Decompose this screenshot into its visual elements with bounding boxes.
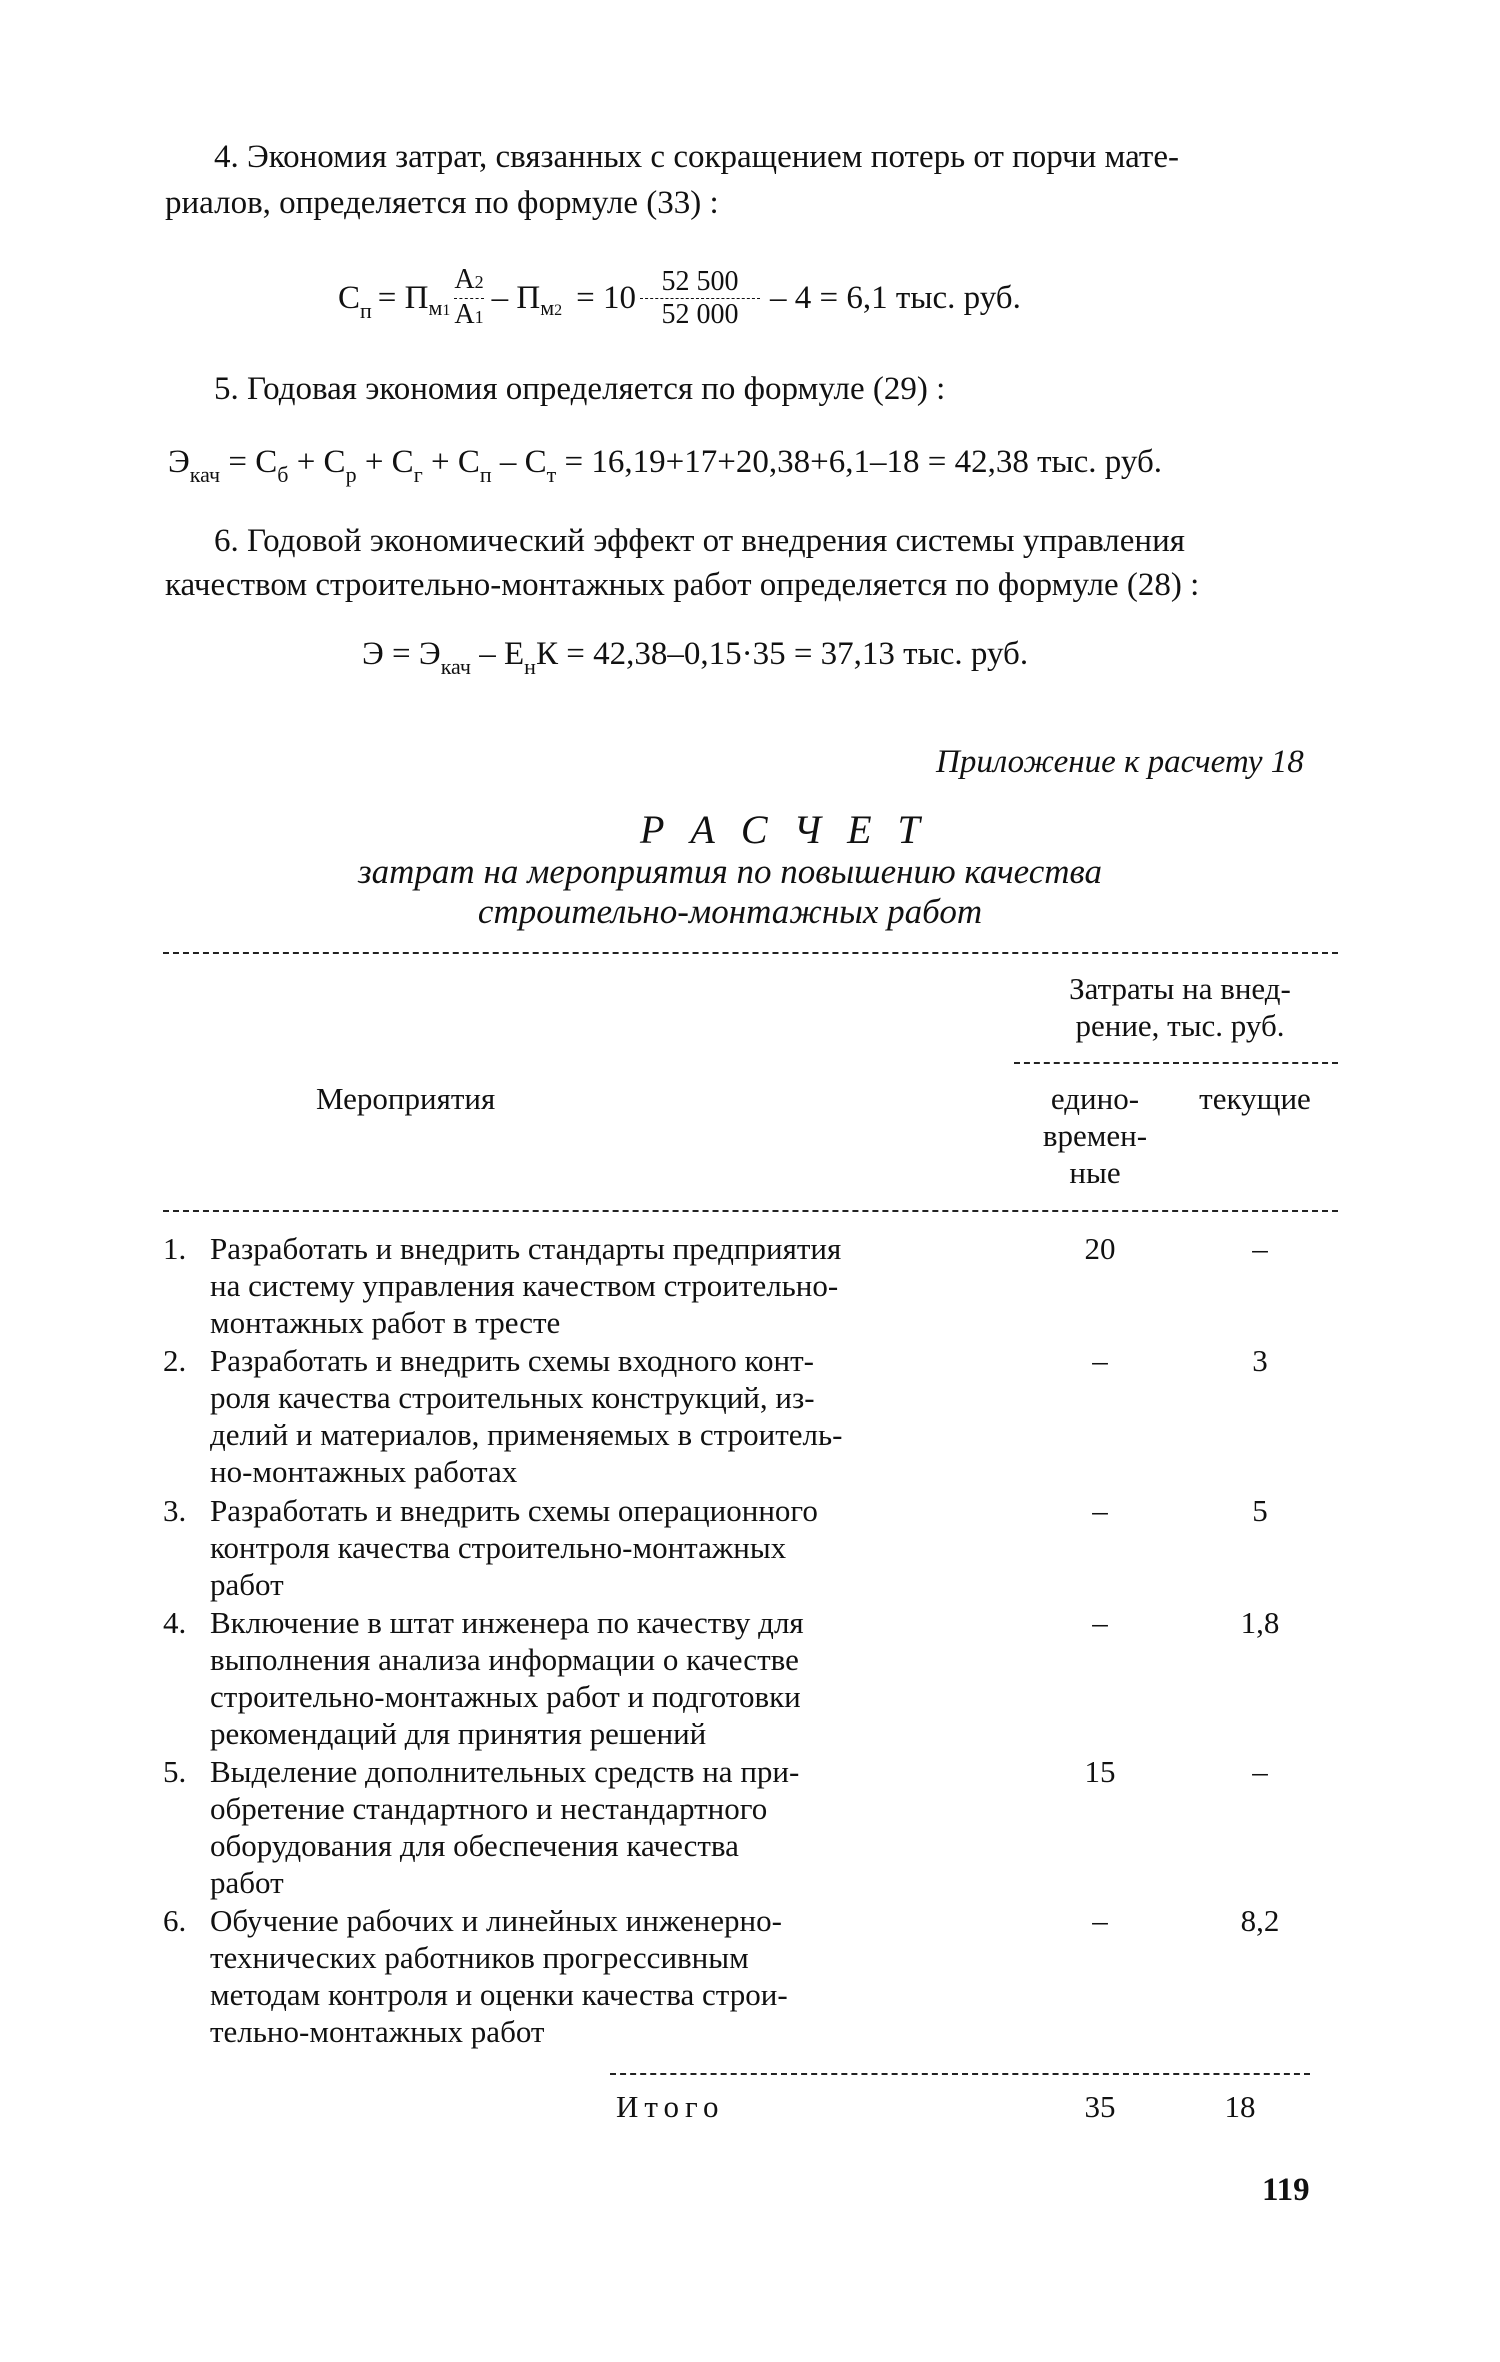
formula-33-minus-pm: – П: [491, 279, 541, 316]
row-6-once: –: [1092, 1903, 1108, 1938]
total-label: Итого: [616, 2089, 725, 2124]
row-4-number: 4.: [163, 1605, 187, 1640]
row-2-text-1: Разработать и внедрить схемы входного конт-: [210, 1343, 815, 1378]
row-4-text-3: строительно-монтажных работ и подготовки: [210, 1679, 801, 1714]
table-top-rule: [163, 952, 1338, 954]
row-3-text-1: Разработать и внедрить схемы операционного: [210, 1493, 818, 1528]
row-6-text-4: тельно-монтажных работ: [210, 2014, 545, 2049]
formula-33: [338, 248, 1021, 348]
row-4-text-4: рекомендаций для принятия решений: [210, 1716, 707, 1751]
subtitle-line1: затрат на мероприятия по повышению качества: [358, 852, 1102, 891]
row-6-text-2: технических работников прогрессивным: [210, 1940, 749, 1975]
column-header-once-line1: едино-: [1050, 1081, 1140, 1116]
page-title: Р А С Ч Е Т: [640, 807, 928, 852]
row-2-text-4: но-монтажных работах: [210, 1454, 518, 1489]
appendix-label: Приложение к расчету 18: [936, 744, 1304, 780]
row-4-current: 1,8: [1240, 1605, 1280, 1640]
row-6-text-1: Обучение рабочих и линейных инженерно-: [210, 1903, 782, 1938]
row-2-text-2: роля качества строительных конструкций, из-: [210, 1380, 815, 1415]
paragraph-4-line2: риалов, определяется по формуле (33) :: [165, 185, 719, 221]
row-2-once: –: [1092, 1343, 1108, 1378]
row-1-number: 1.: [163, 1231, 187, 1266]
row-4-text-2: выполнения анализа информации о качестве: [210, 1642, 799, 1677]
table-group-rule: [1014, 1062, 1338, 1064]
table-header-rule: [163, 1210, 1338, 1212]
row-2-number: 2.: [163, 1343, 187, 1378]
row-3-text-3: работ: [210, 1567, 284, 1602]
header-group-line1: Затраты на внед-: [1069, 971, 1291, 1006]
paragraph-5: 5. Годовая экономия определяется по формуле (29) :: [214, 371, 946, 407]
formula-33-pm2-sub: м2: [540, 295, 563, 320]
row-6-text-3: методам контроля и оценки качества строи-: [210, 1977, 788, 2012]
paragraph-6-line1: 6. Годовой экономический эффект от внедрения системы управления: [214, 523, 1185, 559]
column-header-once-line3: ные: [1069, 1155, 1121, 1190]
row-5-text-1: Выделение дополнительных средств на при-: [210, 1754, 800, 1789]
row-3-text-2: контроля качества строительно-монтажных: [210, 1530, 787, 1565]
formula-29: $Э_{кач} = С_б + С_р + С_г + С_п - С_т = 16,19+17+20,38+6,1-18 = 42,38$ тыс. руб.: [168, 444, 1162, 487]
total-once: 35: [1084, 2089, 1116, 2124]
row-1-text-1: Разработать и внедрить стандарты предприятия: [210, 1231, 842, 1266]
row-5-current: –: [1252, 1754, 1268, 1789]
formula-33-lhs: $С_п$: [338, 279, 372, 323]
row-1-text-2: на систему управления качеством строительно-: [210, 1268, 839, 1303]
formula-33-fraction-a: $\frac{А2}{А1}$: [454, 263, 484, 330]
formula-33-fraction-num: $\frac{52 500}{52 000}$: [640, 266, 760, 331]
row-6-current: 8,2: [1240, 1903, 1280, 1938]
paragraph-6-line2: качеством строительно-монтажных работ определяется по формуле (28) :: [165, 567, 1200, 603]
formula-33-eq1: = П: [377, 279, 429, 316]
row-5-once: 15: [1084, 1754, 1116, 1789]
formula-28: $Э = Э_{кач} - Е_нК = 42,38-0,15\cdot 35 = 37,13$ тыс. руб.: [362, 636, 1029, 679]
row-1-text-3: монтажных работ в тресте: [210, 1305, 561, 1340]
row-1-once: 20: [1084, 1231, 1116, 1266]
row-3-current: 5: [1252, 1493, 1268, 1528]
row-4-once: –: [1092, 1605, 1108, 1640]
column-header-activity: Мероприятия: [316, 1081, 496, 1116]
row-3-once: –: [1092, 1493, 1108, 1528]
total-current: 18: [1224, 2089, 1256, 2124]
table-total-rule: [610, 2073, 1310, 2075]
subtitle-line2: строительно-монтажных работ: [477, 892, 983, 931]
row-5-number: 5.: [163, 1754, 187, 1789]
row-5-text-3: оборудования для обеспечения качества: [210, 1828, 739, 1863]
column-header-current: текущие: [1199, 1081, 1311, 1116]
row-2-text-3: делий и материалов, применяемых в строитель-: [210, 1417, 843, 1452]
row-6-number: 6.: [163, 1903, 187, 1938]
formula-33-pm1-sub: м1: [428, 295, 451, 320]
row-5-text-4: работ: [210, 1865, 284, 1900]
page-number: 119: [1262, 2172, 1310, 2208]
row-4-text-1: Включение в штат инженера по качеству для: [210, 1605, 804, 1640]
paragraph-4-line1: 4. Экономия затрат, связанных с сокращением потерь от порчи мате-: [214, 139, 1179, 175]
header-group-line2: рение, тыс. руб.: [1075, 1008, 1285, 1043]
row-5-text-2: обретение стандартного и нестандартного: [210, 1791, 768, 1826]
row-3-number: 3.: [163, 1493, 187, 1528]
row-1-current: –: [1252, 1231, 1268, 1266]
formula-33-result: – 4 = 6,1 тыс. руб.: [770, 279, 1021, 316]
row-2-current: 3: [1252, 1343, 1268, 1378]
formula-33-eq2: = 10: [576, 279, 637, 316]
column-header-once-line2: времен-: [1042, 1118, 1148, 1153]
